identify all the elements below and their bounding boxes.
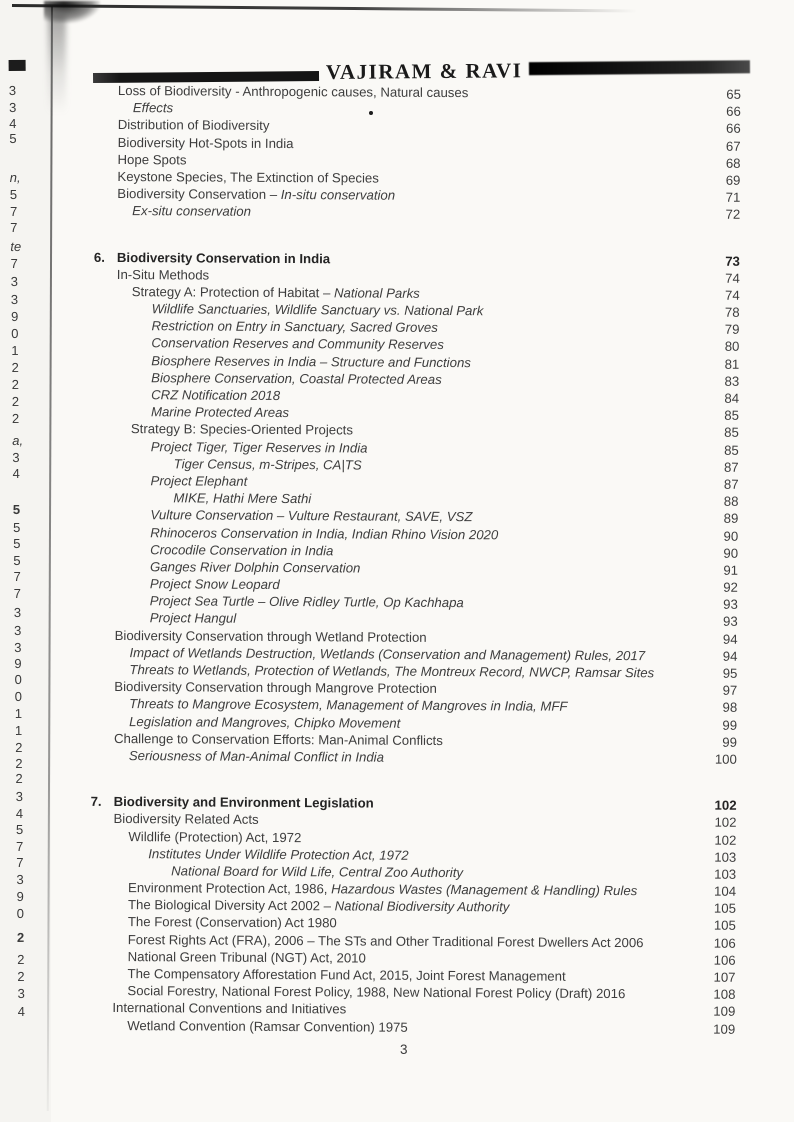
toc-entry-page-number: 99 xyxy=(722,717,738,733)
margin-fragment: 7 xyxy=(9,203,18,219)
brand-title: VAJIRAM & RAVI xyxy=(325,58,523,84)
banner-bar-right xyxy=(529,60,750,75)
margin-fragment: n, xyxy=(9,169,21,185)
margin-fragment: te xyxy=(10,238,22,254)
margin-fragment: 5 xyxy=(13,535,21,551)
margin-fragment: 0 xyxy=(16,905,25,921)
margin-fragment: 9 xyxy=(10,308,19,324)
toc-entry-page-number: 109 xyxy=(713,1021,736,1037)
toc-entry-page-number: 106 xyxy=(713,952,736,968)
toc-entry-page-number: 79 xyxy=(724,321,740,338)
toc-entry-title: Legislation and Mangroves, Chipko Movement xyxy=(129,713,401,731)
margin-fragment: 3 xyxy=(16,871,24,887)
margin-fragment: 1 xyxy=(14,722,23,738)
toc-entry-page-number: 102 xyxy=(714,814,737,831)
margin-fragment: 7 xyxy=(10,255,18,271)
toc-entry-page-number: 107 xyxy=(713,969,736,985)
toc-entry-title: National Green Tribunal (NGT) Act, 2010 xyxy=(127,948,366,966)
margin-fragment: 4 xyxy=(17,1003,26,1019)
toc-entry-page-number: 80 xyxy=(724,339,740,355)
margin-fragment: 9 xyxy=(14,655,22,671)
margin-fragment: 7 xyxy=(16,838,24,854)
section-number: 7. xyxy=(90,793,102,810)
toc-entry-title: In-Situ Methods xyxy=(116,266,210,283)
toc-entry-page-number: 74 xyxy=(724,287,740,303)
toc-entry-page-number: 74 xyxy=(725,270,740,286)
toc-entry-page-number: 94 xyxy=(722,648,738,664)
margin-fragment: 2 xyxy=(11,410,20,426)
margin-fragment: 5 xyxy=(15,821,24,837)
margin-fragment: 4 xyxy=(15,805,24,821)
toc-entry-page-number: 87 xyxy=(723,476,739,492)
toc-entry-title: Biosphere Reserves in India – Structure and Functions xyxy=(151,352,471,370)
toc-entry-title: Project Elephant xyxy=(150,473,248,489)
toc-entry-page-number: 102 xyxy=(714,832,737,848)
toc-entry xyxy=(112,1017,735,1038)
toc xyxy=(90,82,741,1038)
margin-fragment: 1 xyxy=(14,705,23,721)
section-page-number: 102 xyxy=(714,797,737,813)
toc-entry-title: MIKE, Hathi Mere Sathi xyxy=(173,490,312,507)
margin-fragment: 2 xyxy=(17,951,25,967)
margin-fragment: 5 xyxy=(13,552,21,568)
margin-fragment: 2 xyxy=(15,755,23,771)
toc-entry-title: Social Forestry, National Forest Policy, 1988, New National Forest Policy (Draft) 2016 xyxy=(127,983,626,1002)
margin-fragment: 9 xyxy=(16,888,24,904)
toc-entry-title: Project Sea Turtle – Olive Ridley Turtle, Op Kachhapa xyxy=(149,593,464,611)
toc-entry-title: Institutes Under Wildlife Protection Act, 1972 xyxy=(148,845,409,863)
toc-entry-title: Hope Spots xyxy=(117,151,187,168)
toc-entry-page-number: 66 xyxy=(726,103,741,119)
margin-fragment: 5 xyxy=(12,501,21,517)
margin-fragment: 7 xyxy=(13,585,22,601)
toc-entry-title: The Biological Diversity Act 2002 – National Biodiversity Authority xyxy=(127,897,510,915)
margin-fragment: 3 xyxy=(13,604,22,620)
toc-entry-page-number: 71 xyxy=(725,189,741,205)
toc-entry-page-number: 78 xyxy=(724,304,740,320)
toc-entry-title: Strategy A: Protection of Habitat – National Parks xyxy=(131,283,420,301)
margin-fragment: 2 xyxy=(17,968,25,984)
section-page-number: 73 xyxy=(725,253,740,269)
toc-entry xyxy=(117,202,740,223)
toc-entry-title: Biodiversity Hot-Spots in India xyxy=(117,134,294,151)
toc-entry-title: Ex-situ conservation xyxy=(132,203,252,220)
margin-fragment: 7 xyxy=(16,854,24,870)
margin-fragment: 1 xyxy=(11,342,19,358)
toc-entry-title: The Forest (Conservation) Act 1980 xyxy=(127,914,337,931)
toc-section xyxy=(93,248,740,767)
margin-fragment: 4 xyxy=(9,115,17,131)
toc-entry-title: Environment Protection Act, 1986, Hazardous Wastes (Management & Handling) Rules xyxy=(128,880,638,899)
toc-entry-title: Ganges River Dolphin Conservation xyxy=(149,559,361,576)
margin-fragment: 3 xyxy=(17,985,25,1001)
toc-entry-title: Biodiversity Conservation through Wetland Protection xyxy=(114,627,427,645)
toc-entry-title: Strategy B: Species-Oriented Projects xyxy=(130,421,354,438)
margin-fragment: a, xyxy=(12,432,24,448)
toc-entry-title: Loss of Biodiversity - Anthropogenic causes, Natural causes xyxy=(117,82,469,101)
toc-entry-title: Keystone Species, The Extinction of Species xyxy=(117,168,379,186)
toc-section xyxy=(90,793,737,1037)
toc-entry-title: Conservation Reserves and Community Reserves xyxy=(151,335,444,353)
margin-fragment: 2 xyxy=(15,770,23,786)
margin-fragment: 4 xyxy=(12,465,20,481)
margin-fragment: 0 xyxy=(14,671,22,687)
margin-fragment: 3 xyxy=(13,622,22,638)
toc-entry-page-number: 98 xyxy=(722,700,738,716)
toc-entry-page-number: 103 xyxy=(714,849,737,865)
toc-entry-title: Biodiversity Conservation – In-situ conservation xyxy=(117,186,396,203)
toc-entry-page-number: 85 xyxy=(724,442,739,458)
toc-entry-title: CRZ Notification 2018 xyxy=(151,387,281,403)
toc-entry-title: Forest Rights Act (FRA), 2006 – The STs and Other Traditional Forest Dwellers Act 2006 xyxy=(127,931,644,950)
section-number: 6. xyxy=(93,249,105,265)
toc-entry-title: Distribution of Biodiversity xyxy=(117,117,270,134)
margin-fragment: 3 xyxy=(10,273,19,289)
toc-entry-page-number: 67 xyxy=(725,138,741,154)
toc-entry-title: Tiger Census, m-Stripes, CA|TS xyxy=(173,456,362,473)
toc-entry-page-number: 91 xyxy=(723,562,739,578)
section-title: Biodiversity Conservation in India xyxy=(116,249,331,266)
toc-entry-title: Restriction on Entry in Sanctuary, Sacred Groves xyxy=(151,318,438,336)
toc-entry-title: Vulture Conservation – Vulture Restaurant, SAVE, VSZ xyxy=(150,507,473,525)
toc-entry-page-number: 100 xyxy=(714,751,737,767)
toc-entry-page-number: 68 xyxy=(725,155,741,171)
margin-fragment: 2 xyxy=(11,393,20,409)
toc-entry-title: Project Snow Leopard xyxy=(149,576,280,593)
section-title: Biodiversity and Environment Legislation xyxy=(113,794,374,811)
toc-entry-page-number: 85 xyxy=(724,425,739,441)
toc-entry-page-number: 106 xyxy=(713,935,736,951)
margin-fragment: 7 xyxy=(10,219,18,235)
margin-fragment: 5 xyxy=(9,130,17,146)
toc-entry-page-number: 104 xyxy=(714,883,737,899)
toc-entry-title: Project Tiger, Tiger Reserves in India xyxy=(150,438,368,456)
toc-entry-page-number: 109 xyxy=(713,1004,736,1020)
toc-entry-title: National Board for Wild Life, Central Zoo Authority xyxy=(171,863,464,880)
toc-entry-page-number: 84 xyxy=(724,390,740,406)
toc-entry-page-number: 88 xyxy=(723,493,739,509)
toc-entry-title: Challenge to Conservation Efforts: Man-Animal Conflicts xyxy=(113,730,443,748)
toc-entry-title: Seriousness of Man-Animal Conflict in India xyxy=(128,748,385,765)
toc-entry-page-number: 89 xyxy=(723,511,739,527)
margin-fragment: 0 xyxy=(11,325,19,341)
margin-fragment: 3 xyxy=(8,99,17,115)
margin-fragment-block xyxy=(9,60,26,71)
toc-entry-title: Biodiversity Conservation through Mangrove Protection xyxy=(114,679,437,697)
edge-shadow-streak xyxy=(48,14,66,114)
toc-entry-page-number: 108 xyxy=(713,986,736,1002)
toc-entry-title: Wildlife Sanctuaries, Wildlife Sanctuary vs. National Park xyxy=(151,301,484,319)
toc-entry-page-number: 93 xyxy=(723,596,738,613)
toc-entry-page-number: 99 xyxy=(722,734,738,750)
toc-entry-title: Biosphere Conservation, Coastal Protected Areas xyxy=(151,370,442,387)
toc-entry-title: Project Hangul xyxy=(149,610,237,627)
margin-fragment: 0 xyxy=(14,688,22,704)
toc-entry-title: Wildlife (Protection) Act, 1972 xyxy=(128,828,302,845)
margin-fragment: 3 xyxy=(15,788,23,804)
toc-entry-title: Crocodile Conservation in India xyxy=(150,541,334,559)
toc-entry-page-number: 103 xyxy=(714,866,737,882)
toc-entry-page-number: 90 xyxy=(723,528,739,544)
toc-entry-title: Threats to Wetlands, Protection of Wetlands, The Montreux Record, NWCP, Ramsar Sites xyxy=(129,662,655,681)
toc-entry-page-number: 81 xyxy=(724,356,740,372)
toc-entry-page-number: 92 xyxy=(723,579,738,595)
toc-entry-title: Wetland Convention (Ramsar Convention) 1975 xyxy=(127,1017,408,1035)
toc-entry-title: Biodiversity Related Acts xyxy=(113,811,259,828)
margin-fragment: 5 xyxy=(12,519,21,535)
toc-entry-title: Rhinoceros Conservation in India, Indian Rhino Vision 2020 xyxy=(150,524,499,542)
toc-entry-title: Impact of Wetlands Destruction, Wetlands (Conservation and Management) Rules, 2017 xyxy=(129,644,646,664)
toc-entry-page-number: 105 xyxy=(713,918,736,934)
margin-fragment: 3 xyxy=(12,449,20,465)
toc-entry-title: Threats to Mangrove Ecosystem, Management of Mangroves in India, MFF xyxy=(129,696,568,715)
toc-section xyxy=(117,82,741,223)
toc-entry-page-number: 90 xyxy=(723,545,739,561)
margin-fragment: 7 xyxy=(13,568,21,584)
margin-fragment: 3 xyxy=(14,639,22,655)
margin-fragment: 3 xyxy=(8,82,17,98)
toc-entry-page-number: 85 xyxy=(724,407,740,423)
toc-entry-page-number: 87 xyxy=(723,459,739,475)
footer-page-number: 3 xyxy=(400,1042,408,1057)
toc-entry-page-number: 69 xyxy=(725,172,741,188)
toc-entry-page-number: 83 xyxy=(724,373,740,389)
toc-entry-title: Marine Protected Areas xyxy=(150,404,290,421)
margin-fragment: 2 xyxy=(15,739,23,755)
margin-fragment: 2 xyxy=(16,929,25,945)
toc-entry-page-number: 105 xyxy=(713,900,737,917)
toc-entry-page-number: 95 xyxy=(722,665,738,681)
margin-fragment: 2 xyxy=(11,376,19,392)
toc-entry-page-number: 65 xyxy=(726,86,741,102)
margin-fragment: 2 xyxy=(11,359,19,375)
toc-entry-title: International Conventions and Initiatives xyxy=(112,1000,347,1017)
toc-entry-page-number: 66 xyxy=(726,121,741,137)
toc-entry-page-number: 72 xyxy=(725,207,741,223)
toc-entry-title: Effects xyxy=(132,100,174,116)
toc-entry xyxy=(114,747,737,768)
toc-entry-page-number: 93 xyxy=(722,614,738,630)
toc-entry-page-number: 97 xyxy=(722,682,738,698)
margin-fragment: 5 xyxy=(9,186,18,202)
margin-fragment: 3 xyxy=(10,291,19,307)
top-edge-shadow xyxy=(12,4,637,12)
toc-entry-title: The Compensatory Afforestation Fund Act, 2015, Joint Forest Management xyxy=(127,966,566,984)
toc-entry-page-number: 94 xyxy=(722,631,738,647)
